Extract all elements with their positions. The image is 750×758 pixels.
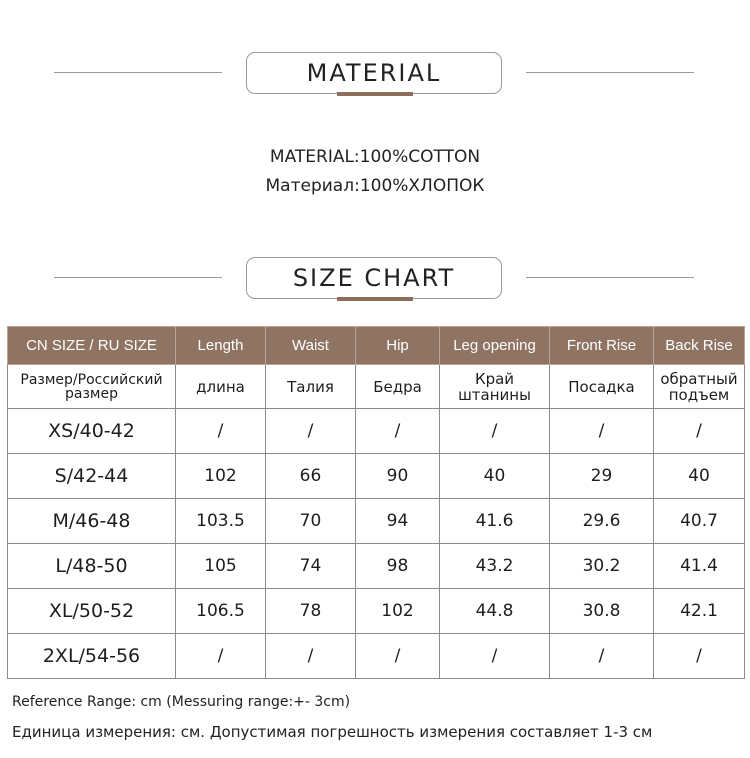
- measurement-cell: 102: [356, 589, 440, 634]
- table-row: [8, 544, 745, 589]
- header-back-rise: Back Rise: [654, 327, 745, 365]
- size-cell: XS/40-42: [8, 409, 176, 454]
- measurement-cell: 94: [356, 499, 440, 544]
- reference-range-note: Reference Range: cm (Messuring range:+- 3cm): [12, 694, 351, 710]
- size-cell: S/42-44: [8, 454, 176, 499]
- divider-line-right: [526, 72, 694, 73]
- table-row: [8, 634, 745, 679]
- ru-header-back-rise: обратный подъем: [654, 365, 745, 409]
- table-row: [8, 499, 745, 544]
- size-cell: M/46-48: [8, 499, 176, 544]
- title-underline: [337, 92, 413, 96]
- measurement-cell: /: [266, 409, 356, 454]
- measurement-cell: 98: [356, 544, 440, 589]
- ru-header-size: Размер/Российский размер: [8, 365, 176, 409]
- measurement-cell: /: [356, 409, 440, 454]
- measurement-cell: /: [654, 409, 745, 454]
- table-row: [8, 589, 745, 634]
- measurement-cell: 66: [266, 454, 356, 499]
- measurement-cell: /: [440, 634, 550, 679]
- measurement-cell: 106.5: [176, 589, 266, 634]
- ru-header-leg-opening: Край штанины: [440, 365, 550, 409]
- measurement-cell: 90: [356, 454, 440, 499]
- header-front-rise: Front Rise: [550, 327, 654, 365]
- measurement-cell: /: [176, 634, 266, 679]
- measurement-cell: 74: [266, 544, 356, 589]
- header-cn-ru-size: CN SIZE / RU SIZE: [8, 327, 176, 365]
- measurement-cell: 103.5: [176, 499, 266, 544]
- material-title: MATERIAL: [246, 52, 502, 94]
- measurement-cell: 30.2: [550, 544, 654, 589]
- ru-header-waist: Талия: [266, 365, 356, 409]
- measurement-cell: 44.8: [440, 589, 550, 634]
- measurement-cell: /: [550, 634, 654, 679]
- header-waist: Waist: [266, 327, 356, 365]
- measurement-cell: 40: [654, 454, 745, 499]
- measurement-unit-note: Единица измерения: см. Допустимая погрешность измерения составляет 1-3 см: [12, 723, 653, 741]
- measurement-cell: 40.7: [654, 499, 745, 544]
- size-cell: L/48-50: [8, 544, 176, 589]
- measurement-cell: 40: [440, 454, 550, 499]
- measurement-cell: 41.4: [654, 544, 745, 589]
- divider-line-right: [526, 277, 694, 278]
- divider-line-left: [54, 277, 222, 278]
- measurement-cell: 42.1: [654, 589, 745, 634]
- size-cell: 2XL/54-56: [8, 634, 176, 679]
- ru-header-front-rise: Посадка: [550, 365, 654, 409]
- divider-line-left: [54, 72, 222, 73]
- measurement-cell: /: [440, 409, 550, 454]
- table-header-row: [8, 327, 745, 365]
- header-hip: Hip: [356, 327, 440, 365]
- measurement-cell: 102: [176, 454, 266, 499]
- ru-header-hip: Бедра: [356, 365, 440, 409]
- measurement-cell: 29.6: [550, 499, 654, 544]
- header-leg-opening: Leg opening: [440, 327, 550, 365]
- measurement-cell: 30.8: [550, 589, 654, 634]
- header-length: Length: [176, 327, 266, 365]
- table-row: [8, 454, 745, 499]
- size-chart-section-header: [0, 257, 750, 303]
- measurement-cell: /: [356, 634, 440, 679]
- ru-header-row: [8, 365, 745, 409]
- title-underline: [337, 297, 413, 301]
- material-line-en: MATERIAL:100%COTTON: [269, 147, 481, 167]
- measurement-cell: /: [654, 634, 745, 679]
- size-chart-title: SIZE CHART: [246, 257, 502, 299]
- table-row: [8, 409, 745, 454]
- material-section-header: [0, 52, 750, 98]
- measurement-cell: /: [176, 409, 266, 454]
- size-chart-table: [7, 326, 745, 679]
- measurement-cell: 105: [176, 544, 266, 589]
- measurement-cell: /: [266, 634, 356, 679]
- measurement-cell: 78: [266, 589, 356, 634]
- measurement-cell: 43.2: [440, 544, 550, 589]
- measurement-cell: /: [550, 409, 654, 454]
- material-line-ru: Материал:100%ХЛОПОК: [265, 176, 485, 196]
- ru-header-length: длина: [176, 365, 266, 409]
- size-cell: XL/50-52: [8, 589, 176, 634]
- measurement-cell: 70: [266, 499, 356, 544]
- measurement-cell: 29: [550, 454, 654, 499]
- measurement-cell: 41.6: [440, 499, 550, 544]
